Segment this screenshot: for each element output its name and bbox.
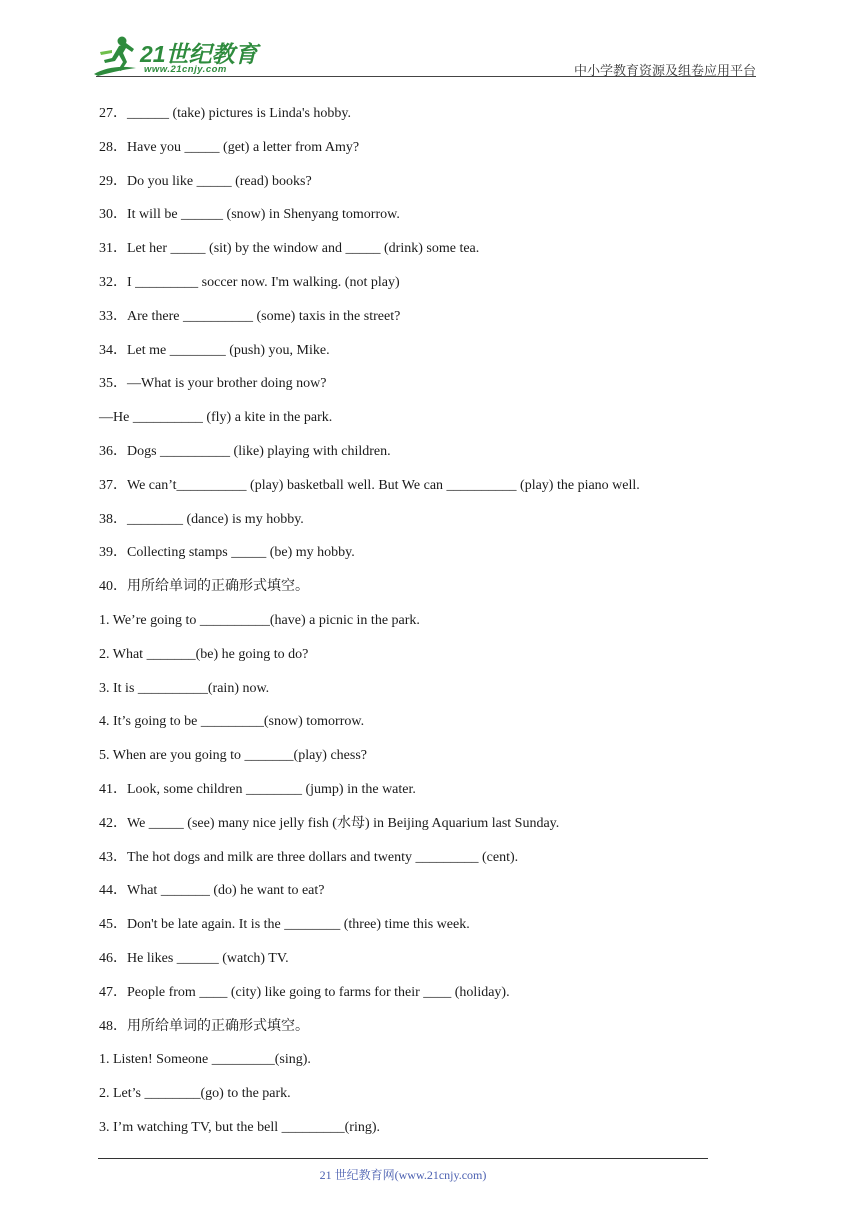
exercise-line: 38．________ (dance) is my hobby. xyxy=(99,511,304,527)
exercise-line: 1. Listen! Someone _________(sing). xyxy=(99,1052,311,1068)
exercise-line: 46．He likes ______ (watch) TV. xyxy=(99,950,289,966)
page-header xyxy=(0,0,860,80)
logo-text: 21世纪教育 xyxy=(140,41,258,67)
exercise-line: 41．Look, some children ________ (jump) in the water. xyxy=(99,781,416,797)
exercise-line: 3. It is __________(rain) now. xyxy=(99,680,270,696)
exercise-list xyxy=(99,102,739,1150)
exercise-line: 40．用所给单词的正确形式填空。 xyxy=(99,579,309,595)
exercise-line: 33．Are there __________ (some) taxis in the street? xyxy=(99,308,401,324)
footer-divider xyxy=(98,1158,708,1159)
runner-logo-icon xyxy=(92,34,144,78)
exercise-line: 2. Let’s ________(go) to the park. xyxy=(99,1086,291,1102)
platform-tagline: 中小学教育资源及组卷应用平台 xyxy=(573,63,756,78)
exercise-line: 45．Don't be late again. It is the ________ (three) time this week. xyxy=(99,917,470,933)
exercise-line: 5. When are you going to _______(play) chess? xyxy=(99,748,368,764)
exercise-line: 3. I’m watching TV, but the bell _________(ring). xyxy=(99,1119,380,1135)
exercise-line: 27．______ (take) pictures is Linda's hobby. xyxy=(99,106,352,121)
exercise-line: 44．What _______ (do) he want to eat? xyxy=(99,883,325,899)
exercise-line: 35．—What is your brother doing now? xyxy=(99,376,327,392)
exercise-line: 32．I _________ soccer now. I'm walking. (not play) xyxy=(99,274,400,290)
logo-url: www.21cnjy.com xyxy=(144,64,227,75)
exercise-line: 39．Collecting stamps _____ (be) my hobby. xyxy=(99,545,355,561)
header-divider xyxy=(96,76,756,77)
exercise-line: 47．People from ____ (city) like going to farms for their ____ (holiday). xyxy=(99,984,510,1000)
exercise-line: 42．We _____ (see) many nice jelly fish (水母) in Beijing Aquarium last Sunday. xyxy=(99,815,560,831)
exercise-line: 29．Do you like _____ (read) books? xyxy=(99,173,312,189)
exercise-line: 48．用所给单词的正确形式填空。 xyxy=(99,1018,309,1034)
exercise-line: 2. What _______(be) he going to do? xyxy=(99,646,309,662)
exercise-line: 1. We’re going to __________(have) a picnic in the park. xyxy=(99,612,420,628)
exercise-line: 36．Dogs __________ (like) playing with children. xyxy=(99,443,391,459)
exercise-line: 31．Let her _____ (sit) by the window and _____ (drink) some tea. xyxy=(99,241,480,257)
exercise-line: 43．The hot dogs and milk are three dollars and twenty _________ (cent). xyxy=(99,849,519,865)
exercise-line: 4. It’s going to be _________(snow) tomorrow. xyxy=(99,714,365,730)
exercise-line: 30．It will be ______ (snow) in Shenyang tomorrow. xyxy=(99,207,400,223)
exercise-line: 37．We can’t__________ (play) basketball well. But We can __________ (play) the piano well. xyxy=(99,477,640,493)
exercise-line: —He __________ (fly) a kite in the park. xyxy=(99,410,333,426)
exercise-line: 28．Have you _____ (get) a letter from Amy? xyxy=(99,139,360,155)
footer-link[interactable]: 21 世纪教育网(www.21cnjy.com) xyxy=(319,1168,487,1182)
logo xyxy=(92,34,262,78)
exercise-line: 34．Let me ________ (push) you, Mike. xyxy=(99,342,330,358)
